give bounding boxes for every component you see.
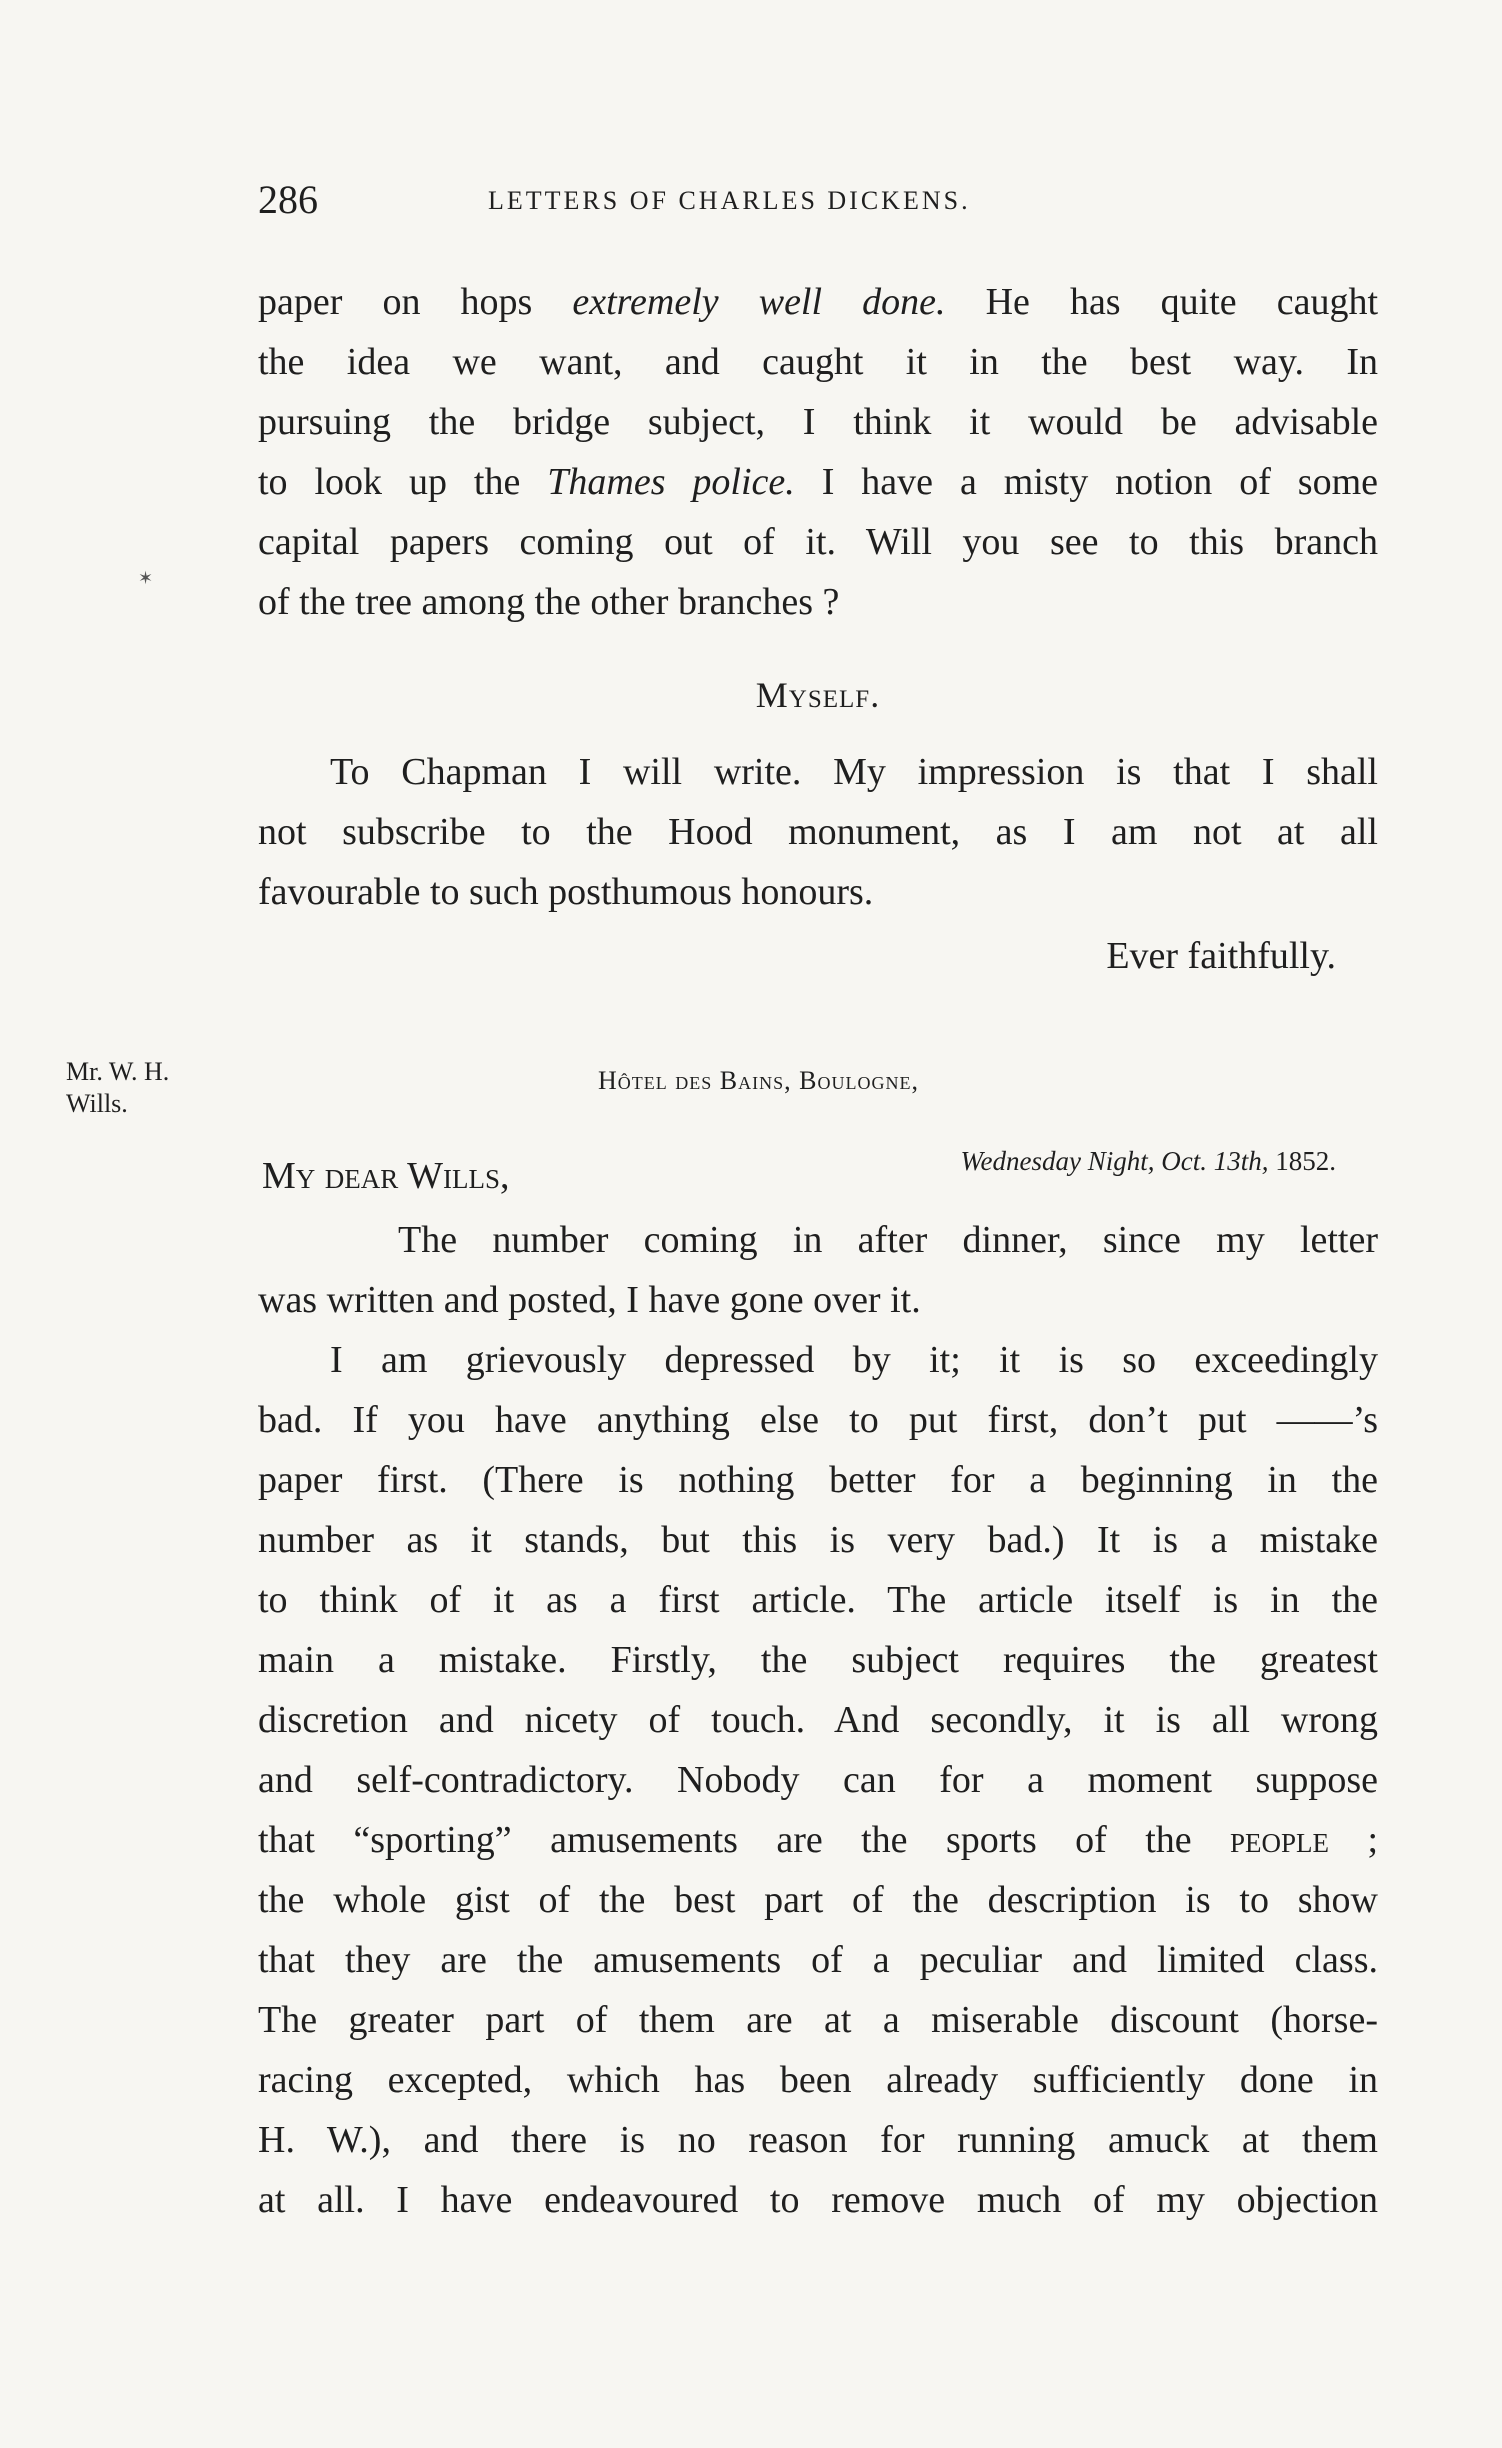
text-line: paper on hops extremely well done. He has quite caught: [258, 281, 1379, 323]
stray-mark: ✶: [138, 568, 154, 588]
text-line: at all. I have endeavoured to remove much of my objection: [258, 2179, 1378, 2221]
paragraph-3: [258, 1210, 1378, 1330]
text-line: capital papers coming out of it. Will you see to this branch: [258, 521, 1378, 563]
text-line: bad. If you have anything else to put first, don’t put ——’s: [258, 1399, 1378, 1441]
signoff: Ever faithfully.: [1106, 935, 1336, 977]
page-header: [258, 176, 1378, 236]
section-heading: Myself.: [755, 675, 881, 715]
text-line: To Chapman I will write. My impression is that I shall: [330, 751, 1378, 793]
page-number: 286: [258, 177, 318, 222]
text-line: pursuing the bridge subject, I think it would be advisable: [258, 401, 1378, 443]
paragraph-4: [258, 1330, 1378, 2230]
recipient-line: Mr. W. H.: [66, 1057, 170, 1086]
text-line: paper first. (There is nothing better for a beginning in the: [258, 1459, 1378, 1501]
text-line: and self-contradictory. Nobody can for a moment suppose: [258, 1759, 1378, 1801]
text-line: that “sporting” amusements are the sports of the people ;: [258, 1819, 1379, 1861]
letter-address: Hôtel des Bains, Boulogne,: [598, 1066, 919, 1095]
text-line: The greater part of them are at a miserable discount (horse-: [258, 1999, 1378, 2041]
text-line: number as it stands, but this is very bad.) It is a mistake: [258, 1519, 1378, 1561]
text-line: was written and posted, I have gone over it.: [258, 1279, 921, 1321]
paragraph-2: [258, 742, 1378, 922]
salutation: My dear Wills,: [262, 1155, 510, 1197]
text-line: I am grievously depressed by it; it is so exceedingly: [330, 1339, 1378, 1381]
text-line: the idea we want, and caught it in the best way. In: [258, 341, 1378, 383]
text-line: not subscribe to the Hood monument, as I am not at all: [258, 811, 1378, 853]
running-title: LETTERS OF CHARLES DICKENS.: [488, 186, 971, 215]
text-line: of the tree among the other branches ?: [258, 581, 840, 623]
paragraph-1: [258, 272, 1378, 632]
text-line: main a mistake. Firstly, the subject requires the greatest: [258, 1639, 1378, 1681]
margin-note: [66, 1056, 169, 1120]
letter-date: Wednesday Night, Oct. 13th, 1852.: [960, 1146, 1336, 1176]
text-line: the whole gist of the best part of the description is to show: [258, 1879, 1378, 1921]
text-line: that they are the amusements of a peculiar and limited class.: [258, 1939, 1378, 1981]
text-line: racing excepted, which has been already sufficiently done in: [258, 2059, 1378, 2101]
text-line: to look up the Thames police. I have a misty notion of some: [258, 461, 1378, 503]
text-line: to think of it as a first article. The article itself is in the: [258, 1579, 1378, 1621]
text-line: H. W.), and there is no reason for running amuck at them: [258, 2119, 1378, 2161]
text-line: The number coming in after dinner, since my letter: [398, 1219, 1378, 1261]
recipient-line: Wills.: [66, 1089, 128, 1118]
text-line: discretion and nicety of touch. And secondly, it is all wrong: [258, 1699, 1378, 1741]
text-line: favourable to such posthumous honours.: [258, 871, 874, 913]
